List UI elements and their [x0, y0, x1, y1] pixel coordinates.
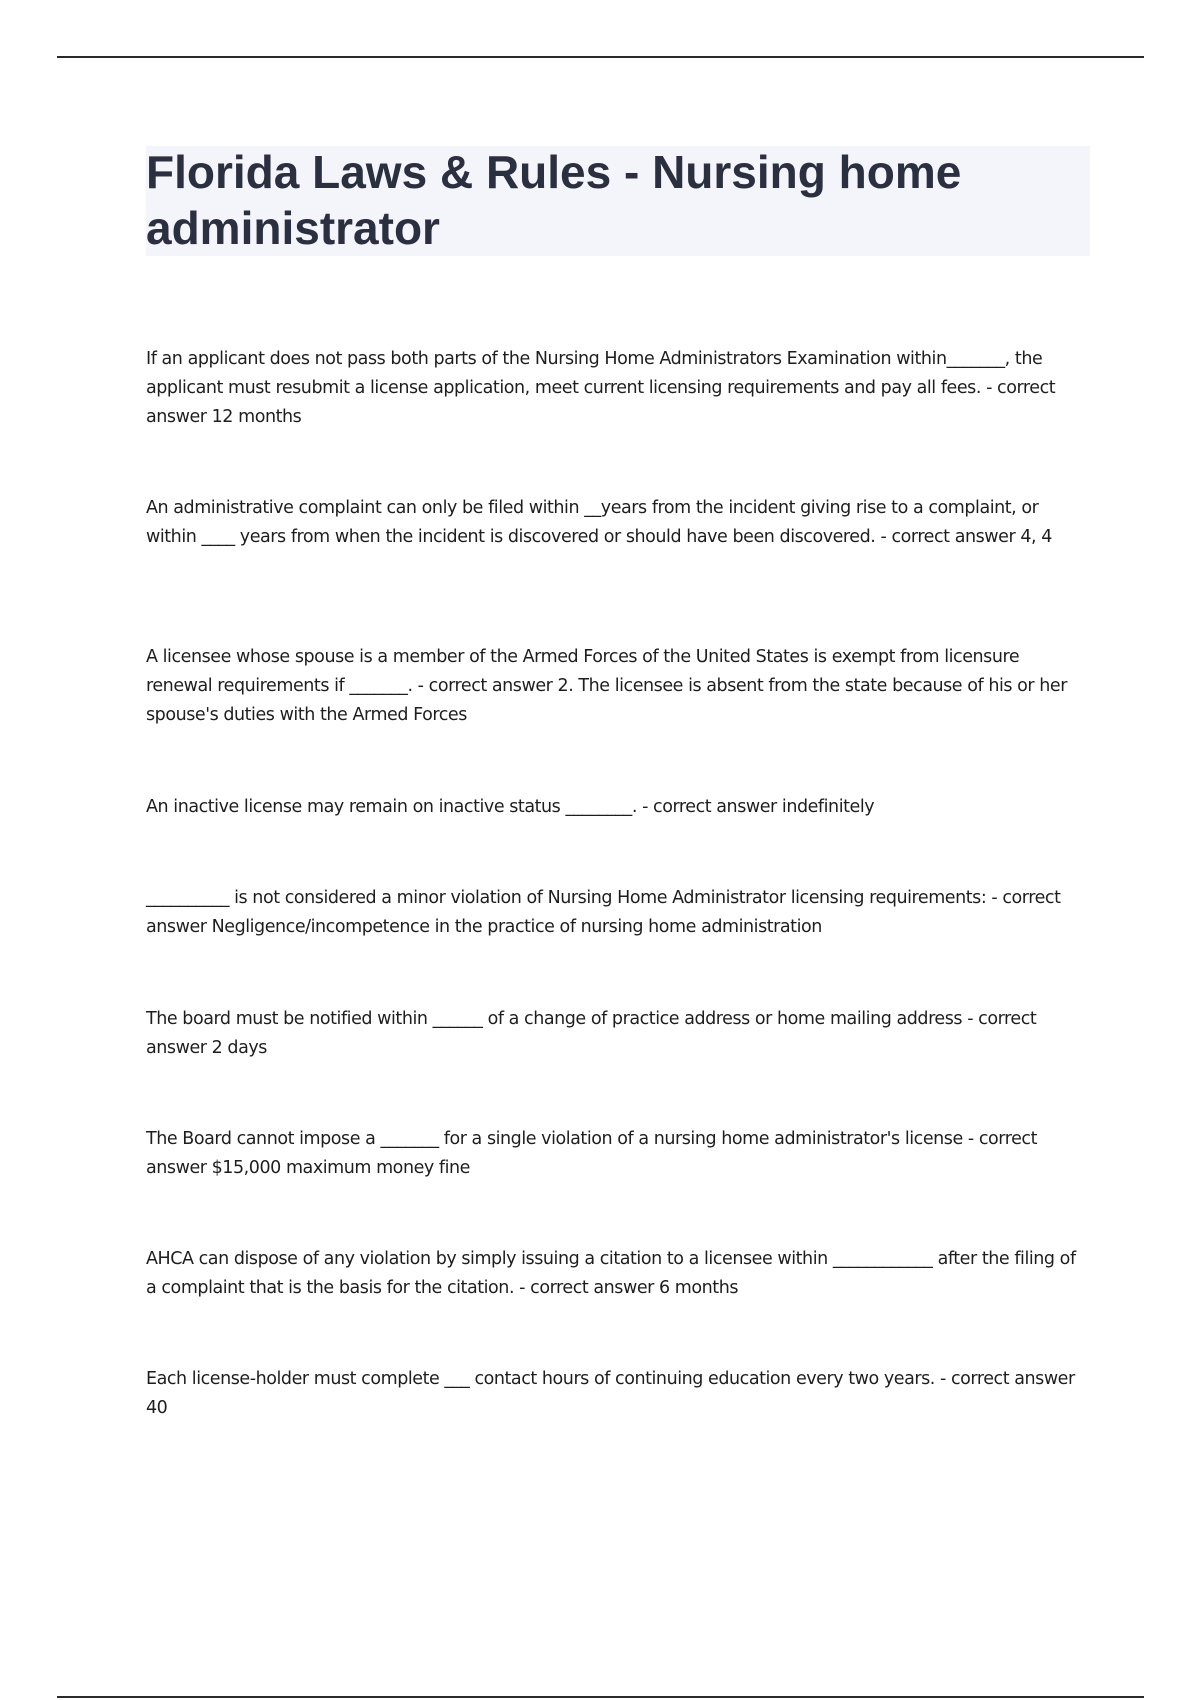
document-title: Florida Laws & Rules - Nursing home administrator: [146, 146, 962, 254]
question-item-9: Each license-holder must complete ___ contact hours of continuing education every two years. - correct answer 40: [146, 1369, 1075, 1418]
question-item-8: AHCA can dispose of any violation by simply issuing a citation to a licensee within ____________ after the filing of a complaint that is the basis for the citation. - correct answer 6 months: [146, 1249, 1076, 1298]
question-item-5: __________ is not considered a minor violation of Nursing Home Administrator licensing requirements: - correct answer Negligence/incompetence in the practice of nursing home administration: [146, 888, 1061, 937]
question-item-1: If an applicant does not pass both parts of the Nursing Home Administrators Examination within_______, the applicant must resubmit a license application, meet current licensing requirements and pay all fees. - correct answer 12 months: [146, 349, 1056, 427]
question-item-6: The board must be notified within ______ of a change of practice address or home mailing address - correct answer 2 days: [146, 1009, 1037, 1058]
question-item-2: An administrative complaint can only be filed within __years from the incident giving rise to a complaint, or within ____ years from when the incident is discovered or should have been discovered. - correct answer 4, 4: [146, 498, 1052, 547]
question-item-3: A licensee whose spouse is a member of the Armed Forces of the United States is exempt from licensure renewal requirements if _______. - correct answer 2. The licensee is absent from the state because of his or her spouse's duties with the Armed Forces: [146, 647, 1067, 725]
page-bottom-rule: [57, 1696, 1144, 1698]
question-item-4: An inactive license may remain on inactive status ________. - correct answer indefinitely: [146, 797, 875, 817]
page-top-rule: [57, 56, 1144, 58]
question-item-7: The Board cannot impose a _______ for a single violation of a nursing home administrator's license - correct answer $15,000 maximum money fine: [146, 1129, 1037, 1178]
